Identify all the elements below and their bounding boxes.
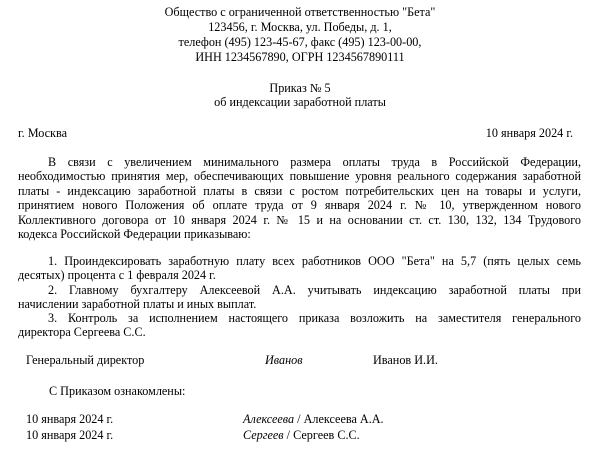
item-line: начислении заработной платы и иных выплат. — [18, 297, 257, 312]
acquainted-name: Алексеева А.А. — [303, 412, 384, 426]
signature-name: Иванов И.И. — [373, 353, 438, 367]
preamble-line: платы - индексацию заработной платы в связи с ростом потребительских цен на товары и услуги, — [18, 183, 581, 198]
item-line: 2. Главному бухгалтеру Алексеевой А.А. учитывать индексацию заработной платы при — [48, 283, 581, 297]
item-line: десятых) процента с 1 февраля 2024 г. — [18, 268, 216, 283]
acquainted-separator: / — [297, 412, 301, 426]
signature-sign: Иванов — [265, 353, 303, 367]
preamble-line: принятием нового Положения об оплате труда от 9 января 2024 г. № 10, утвержденном нового — [18, 198, 581, 213]
acquainted-date-2: 10 января 2024 г. — [26, 428, 114, 442]
order-item-2 — [18, 283, 581, 312]
acquainted-row-2-signature — [243, 428, 360, 443]
preamble-line: необходимостью принятия мер, обеспечивающих повышение уровня реального содержания заработной — [18, 169, 581, 184]
item-line: директора Сергеева С.С. — [18, 325, 146, 340]
company-registration: ИНН 1234567890, ОГРН 1234567890111 — [195, 50, 405, 64]
signature-position: Генеральный директор — [26, 353, 145, 367]
preamble-line: Коллективного договора от 10 января 2024 г. № 15 и на основании ст. ст. 130, 132, 134 Трудового — [18, 212, 581, 227]
acquainted-name: Сергеев С.С. — [293, 428, 360, 442]
order-item-3 — [18, 311, 581, 340]
preamble-line: В связи с увеличением минимального размера оплаты труда в Российской Федерации, — [48, 155, 581, 169]
order-title: Приказ № 5 — [269, 81, 331, 95]
order-date: 10 января 2024 г. — [485, 126, 573, 140]
acquainted-label: С Приказом ознакомлены: — [49, 384, 186, 398]
company-name: Общество с ограниченной ответственностью "Бета" — [164, 5, 436, 19]
acquainted-sign: Сергеев — [243, 428, 284, 442]
acquainted-row-1-signature — [243, 412, 384, 427]
acquainted-separator: / — [286, 428, 291, 442]
preamble-line: кодекса Российской Федерации приказываю: — [18, 226, 251, 241]
acquainted-date-1: 10 января 2024 г. — [26, 412, 114, 426]
order-place: г. Москва — [18, 126, 67, 140]
order-subtitle: об индексации заработной платы — [214, 95, 386, 109]
item-line: 1. Проиндексировать заработную плату всех работников ООО "Бета" на 5,7 (пять целых семь — [48, 254, 581, 268]
preamble-paragraph — [18, 155, 581, 241]
company-address: 123456, г. Москва, ул. Победы, д. 1, — [208, 20, 392, 34]
item-line: 3. Контроль за исполнением настоящего приказа возложить на заместителя генерального — [48, 311, 581, 325]
company-phone: телефон (495) 123-45-67, факс (495) 123-00-00, — [178, 35, 422, 49]
order-item-1 — [18, 254, 581, 283]
acquainted-sign: Алексеева — [243, 412, 295, 426]
